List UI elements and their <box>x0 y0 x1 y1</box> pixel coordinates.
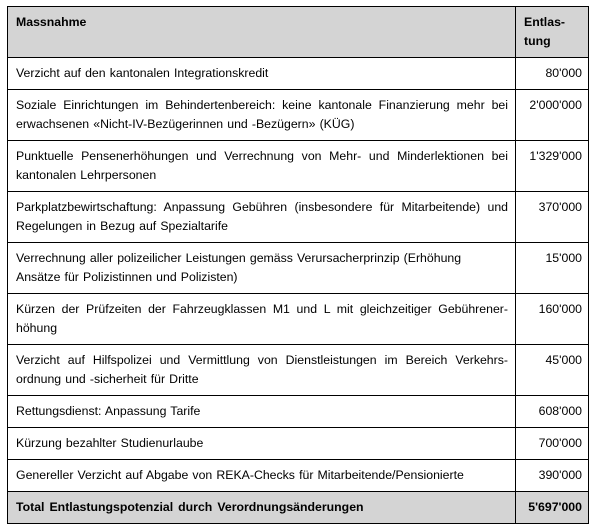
amount-cell: 390'000 <box>516 460 589 492</box>
table-row <box>8 90 589 141</box>
column-header-amount-line-1: Entlas- <box>524 15 565 29</box>
amount-cell: 370'000 <box>516 192 589 243</box>
table-row <box>8 58 589 90</box>
column-header-amount-line-2: tung <box>524 34 551 48</box>
measure-text-line: Parkplatzbewirtschaftung: Anpassung Gebühren (insbesondere für Mitarbeitende) und <box>16 200 508 214</box>
table-row <box>8 192 589 243</box>
measure-text-line: Soziale Einrichtungen im Behindertenbereich: keine kantonale Finanzierung mehr bei <box>16 98 508 112</box>
measure-text-line: kantonalen Lehrpersonen <box>16 168 157 182</box>
amount-cell: 80'000 <box>516 58 589 90</box>
table-row <box>8 243 589 294</box>
table-row <box>8 396 589 428</box>
measure-cell <box>8 460 516 492</box>
measure-cell <box>8 243 516 294</box>
total-label-cell: Total Entlastungspotenzial durch Verordnungsänderungen <box>8 492 516 524</box>
table-body <box>8 58 589 524</box>
measure-cell <box>8 428 516 460</box>
measure-text-line: ordnung und -sicherheit für Dritte <box>16 372 199 386</box>
measures-table <box>7 6 589 524</box>
measure-cell <box>8 141 516 192</box>
table-header <box>8 7 589 58</box>
column-header-amount <box>516 7 589 58</box>
measure-text-line: Punktuelle Pensenerhöhungen und Verrechnung von Mehr- und Minderlektionen bei <box>16 149 508 163</box>
measure-cell <box>8 345 516 396</box>
measure-text-line: Verrechnung aller polizeilicher Leistungen gemäss Verursacherprinzip (Erhöhung <box>16 251 462 265</box>
table-row <box>8 141 589 192</box>
measure-text-line: erwachsenen «Nicht-IV-Bezügerinnen und -Bezügern» (KÜG) <box>16 117 355 131</box>
amount-cell: 608'000 <box>516 396 589 428</box>
measure-text-line: Genereller Verzicht auf Abgabe von REKA-Checks für Mitarbeitende/Pensionierte <box>16 468 464 482</box>
header-row <box>8 7 589 58</box>
measure-text-line: höhung <box>16 321 58 335</box>
column-header-measure-line-1: Massnahme <box>16 15 87 29</box>
measure-text-line: Regelungen in Bezug auf Spezialtarife <box>16 219 228 233</box>
total-row <box>8 492 589 524</box>
total-amount-cell: 5'697'000 <box>516 492 589 524</box>
measure-cell <box>8 396 516 428</box>
measure-text-line: Ansätze für Polizistinnen und Polizisten) <box>16 270 238 284</box>
measure-text-line: Kürzen der Prüfzeiten der Fahrzeugklassen M1 und L mit gleichzeitiger Gebührener- <box>16 302 508 316</box>
amount-cell: 700'000 <box>516 428 589 460</box>
amount-cell: 1'329'000 <box>516 141 589 192</box>
table-row <box>8 460 589 492</box>
amount-cell: 45'000 <box>516 345 589 396</box>
table-row <box>8 428 589 460</box>
table-row <box>8 345 589 396</box>
measure-text-line: Verzicht auf Hilfspolizei und Vermittlung von Dienstleistungen im Bereich Verkehrs- <box>16 353 508 367</box>
measure-cell <box>8 294 516 345</box>
amount-cell: 160'000 <box>516 294 589 345</box>
measure-text-line: Verzicht auf den kantonalen Integrationskredit <box>16 66 269 80</box>
column-header-measure <box>8 7 516 58</box>
measure-cell <box>8 58 516 90</box>
measure-text-line: Rettungsdienst: Anpassung Tarife <box>16 404 201 418</box>
measure-cell <box>8 192 516 243</box>
measure-text-line: Kürzung bezahlter Studienurlaube <box>16 436 204 450</box>
amount-cell: 15'000 <box>516 243 589 294</box>
measure-cell <box>8 90 516 141</box>
table-row <box>8 294 589 345</box>
amount-cell: 2'000'000 <box>516 90 589 141</box>
